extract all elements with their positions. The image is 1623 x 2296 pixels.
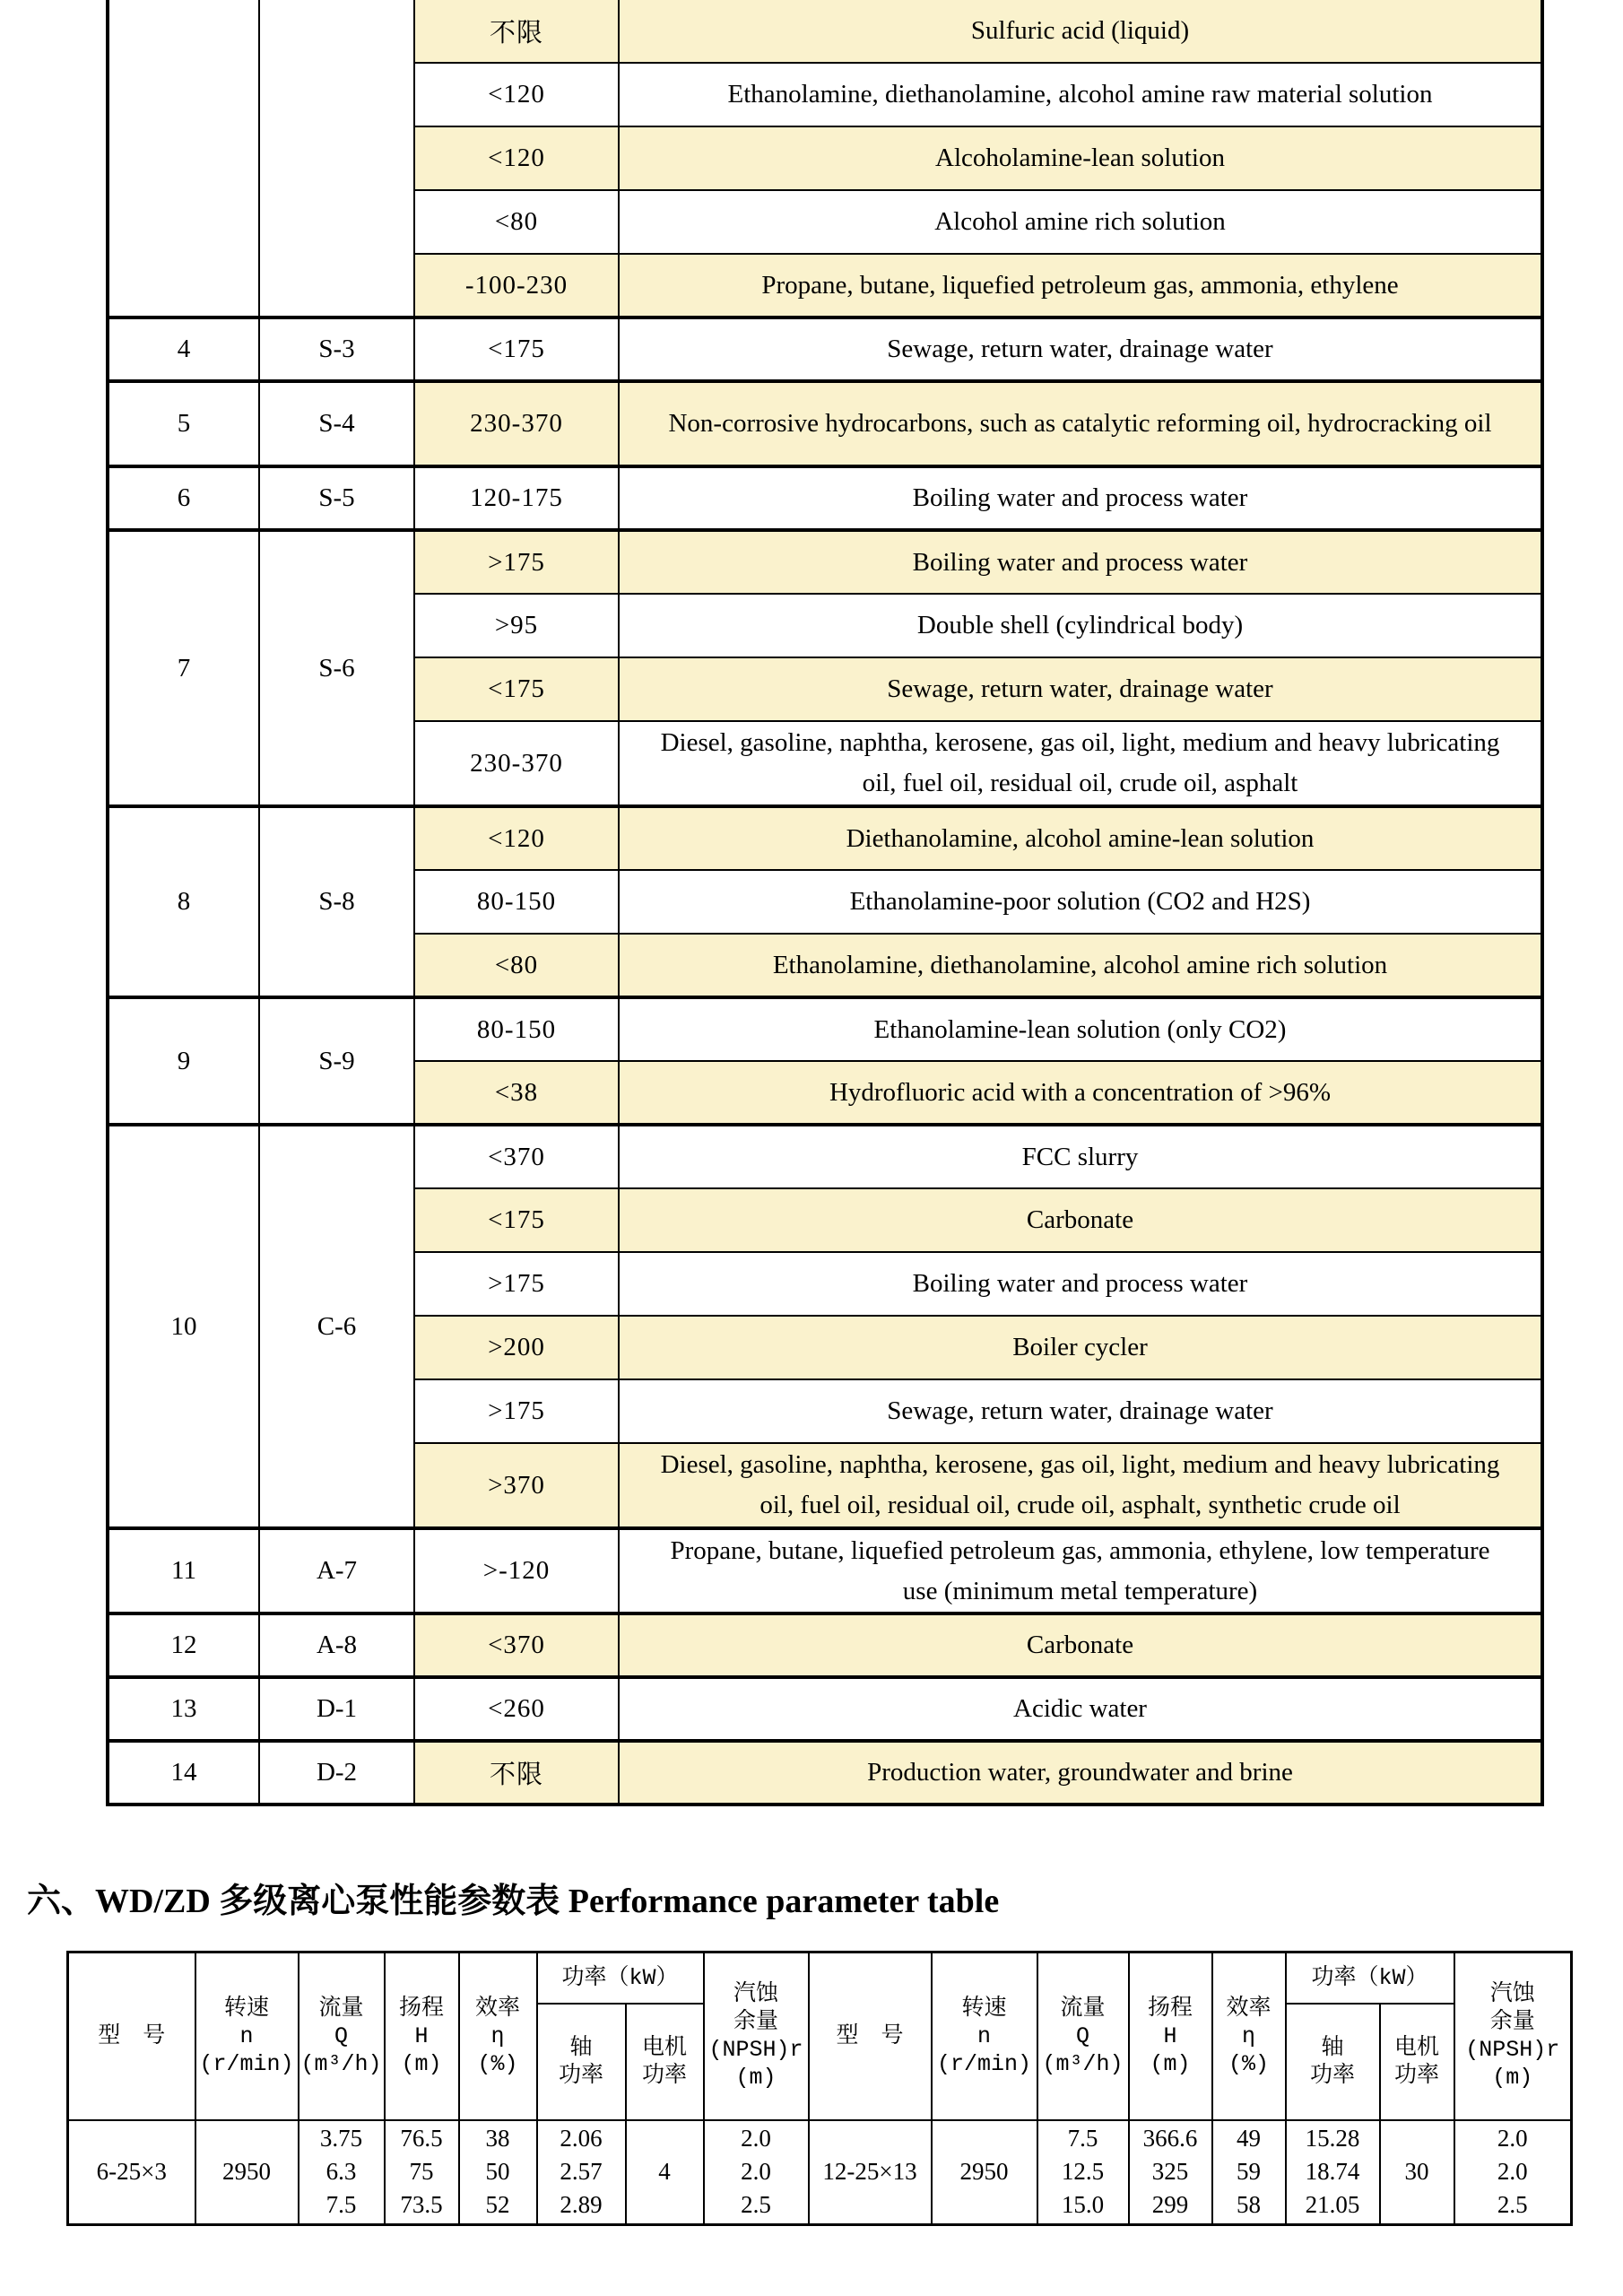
row-number-cell: 12	[108, 1613, 259, 1677]
row-number-cell: 9	[108, 997, 259, 1125]
header-head: 扬程 H (m)	[385, 1952, 459, 2120]
material-row	[108, 1677, 1542, 1741]
media-cell: Ethanolamine, diethanolamine, alcohol amine rich solution	[619, 934, 1542, 997]
header-power: 功率（kW）	[537, 1952, 704, 2004]
media-cell: Ethanolamine-lean solution (only CO2)	[619, 997, 1542, 1061]
temperature-cell: <80	[414, 190, 619, 254]
performance-row	[68, 2120, 1572, 2225]
media-cell: Boiling water and process water	[619, 1252, 1542, 1316]
temperature-cell: <175	[414, 657, 619, 721]
row-number-cell: 14	[108, 1741, 259, 1805]
media-cell: Boiling water and process water	[619, 466, 1542, 530]
material-row	[108, 1528, 1542, 1613]
material-code-cell: A-8	[259, 1613, 414, 1677]
material-row	[108, 0, 1542, 63]
media-cell: Hydrofluoric acid with a concentration of >96%	[619, 1061, 1542, 1125]
media-cell: Sewage, return water, drainage water	[619, 1379, 1542, 1443]
header-efficiency: 效率 η (%)	[459, 1952, 537, 2120]
media-cell: Double shell (cylindrical body)	[619, 594, 1542, 657]
temperature-cell: >200	[414, 1316, 619, 1379]
cell-efficiency: 38 50 52	[459, 2120, 537, 2225]
row-number-cell: 7	[108, 530, 259, 806]
media-cell: Sewage, return water, drainage water	[619, 317, 1542, 381]
temperature-cell: 80-150	[414, 870, 619, 934]
cell-motor-power: 4	[626, 2120, 704, 2225]
material-code-cell	[259, 0, 414, 317]
media-cell: Boiler cycler	[619, 1316, 1542, 1379]
temperature-cell: <120	[414, 126, 619, 190]
cell-npsh: 2.0 2.0 2.5	[1454, 2120, 1572, 2225]
header-shaft-power-right: 轴 功率	[1286, 2004, 1380, 2120]
cell-motor-power: 30	[1380, 2120, 1454, 2225]
temperature-cell: >95	[414, 594, 619, 657]
header-model-right: 型 号	[809, 1952, 932, 2120]
media-cell: Diesel, gasoline, naphtha, kerosene, gas oil, light, medium and heavy lubricating oil, fuel oil, residual oil, crude oil, asphalt, synthetic crude oil	[619, 1443, 1542, 1528]
media-cell: Non-corrosive hydrocarbons, such as catalytic reforming oil, hydrocracking oil	[619, 381, 1542, 466]
temperature-cell: 80-150	[414, 997, 619, 1061]
header-model: 型 号	[68, 1952, 195, 2120]
header-flow-right: 流量 Q (m³/h)	[1037, 1952, 1129, 2120]
row-number-cell: 11	[108, 1528, 259, 1613]
media-cell: Production water, groundwater and brine	[619, 1741, 1542, 1805]
media-cell: Carbonate	[619, 1188, 1542, 1252]
material-code-cell: S-5	[259, 466, 414, 530]
material-code-cell: S-9	[259, 997, 414, 1125]
cell-speed: 2950	[195, 2120, 299, 2225]
temperature-cell: 不限	[414, 0, 619, 63]
temperature-cell: 120-175	[414, 466, 619, 530]
material-code-cell: D-2	[259, 1741, 414, 1805]
temperature-cell: <260	[414, 1677, 619, 1741]
temperature-cell: <175	[414, 317, 619, 381]
temperature-cell: <120	[414, 806, 619, 870]
cell-model: 12-25×13	[809, 2120, 932, 2225]
temperature-cell: >175	[414, 1379, 619, 1443]
cell-head: 76.5 75 73.5	[385, 2120, 459, 2225]
temperature-cell: <120	[414, 63, 619, 126]
material-code-cell: S-8	[259, 806, 414, 997]
media-cell: Alcoholamine-lean solution	[619, 126, 1542, 190]
header-shaft-power: 轴 功率	[537, 2004, 626, 2120]
media-cell: FCC slurry	[619, 1125, 1542, 1188]
row-number-cell: 4	[108, 317, 259, 381]
section-title: 六、WD/ZD 多级离心泵性能参数表 Performance parameter table	[27, 1883, 1000, 1920]
header-motor-power-right: 电机 功率	[1380, 2004, 1454, 2120]
row-number-cell: 10	[108, 1125, 259, 1528]
row-number-cell	[108, 0, 259, 317]
temperature-cell: >370	[414, 1443, 619, 1528]
material-table	[106, 0, 1544, 1806]
row-number-cell: 5	[108, 381, 259, 466]
header-power-right: 功率（kW）	[1286, 1952, 1454, 2004]
temperature-cell: 230-370	[414, 381, 619, 466]
temperature-cell: >-120	[414, 1528, 619, 1613]
material-row	[108, 530, 1542, 594]
header-speed: 转速 n (r/min)	[195, 1952, 299, 2120]
temperature-cell: <38	[414, 1061, 619, 1125]
temperature-cell: >175	[414, 1252, 619, 1316]
row-number-cell: 8	[108, 806, 259, 997]
material-row	[108, 317, 1542, 381]
temperature-cell: >175	[414, 530, 619, 594]
media-cell: Propane, butane, liquefied petroleum gas, ammonia, ethylene, low temperature use (minimum metal temperature)	[619, 1528, 1542, 1613]
material-row	[108, 806, 1542, 870]
header-flow: 流量 Q (m³/h)	[299, 1952, 385, 2120]
media-cell: Diesel, gasoline, naphtha, kerosene, gas oil, light, medium and heavy lubricating oil, fuel oil, residual oil, crude oil, asphalt	[619, 721, 1542, 806]
material-row	[108, 1741, 1542, 1805]
media-cell: Ethanolamine, diethanolamine, alcohol amine raw material solution	[619, 63, 1542, 126]
media-cell: Ethanolamine-poor solution (CO2 and H2S)	[619, 870, 1542, 934]
temperature-cell: <175	[414, 1188, 619, 1252]
media-cell: Alcohol amine rich solution	[619, 190, 1542, 254]
material-code-cell: S-3	[259, 317, 414, 381]
header-npsh-right: 汽蚀 余量 (NPSH)r (m)	[1454, 1952, 1572, 2120]
cell-shaft-power: 2.06 2.57 2.89	[537, 2120, 626, 2225]
material-code-cell: S-4	[259, 381, 414, 466]
material-row	[108, 466, 1542, 530]
header-efficiency-right: 效率 η (%)	[1212, 1952, 1286, 2120]
temperature-cell: 230-370	[414, 721, 619, 806]
cell-shaft-power: 15.28 18.74 21.05	[1286, 2120, 1380, 2225]
cell-flow: 3.75 6.3 7.5	[299, 2120, 385, 2225]
material-row	[108, 997, 1542, 1061]
header-motor-power: 电机 功率	[626, 2004, 704, 2120]
temperature-cell: <80	[414, 934, 619, 997]
temperature-cell: 不限	[414, 1741, 619, 1805]
media-cell: Sulfuric acid (liquid)	[619, 0, 1542, 63]
material-code-cell: C-6	[259, 1125, 414, 1528]
media-cell: Propane, butane, liquefied petroleum gas, ammonia, ethylene	[619, 254, 1542, 317]
performance-table	[66, 1951, 1573, 2226]
material-code-cell: A-7	[259, 1528, 414, 1613]
row-number-cell: 6	[108, 466, 259, 530]
material-row	[108, 1613, 1542, 1677]
cell-head: 366.6 325 299	[1129, 2120, 1212, 2225]
header-head-right: 扬程 H (m)	[1129, 1952, 1212, 2120]
header-npsh: 汽蚀 余量 (NPSH)r (m)	[704, 1952, 809, 2120]
material-row	[108, 1125, 1542, 1188]
cell-speed: 2950	[932, 2120, 1037, 2225]
media-cell: Acidic water	[619, 1677, 1542, 1741]
material-code-cell: D-1	[259, 1677, 414, 1741]
media-cell: Carbonate	[619, 1613, 1542, 1677]
cell-efficiency: 49 59 58	[1212, 2120, 1286, 2225]
temperature-cell: <370	[414, 1613, 619, 1677]
cell-flow: 7.5 12.5 15.0	[1037, 2120, 1129, 2225]
temperature-cell: -100-230	[414, 254, 619, 317]
header-speed-right: 转速 n (r/min)	[932, 1952, 1037, 2120]
cell-npsh: 2.0 2.0 2.5	[704, 2120, 809, 2225]
material-row	[108, 381, 1542, 466]
row-number-cell: 13	[108, 1677, 259, 1741]
material-code-cell: S-6	[259, 530, 414, 806]
media-cell: Boiling water and process water	[619, 530, 1542, 594]
media-cell: Sewage, return water, drainage water	[619, 657, 1542, 721]
temperature-cell: <370	[414, 1125, 619, 1188]
media-cell: Diethanolamine, alcohol amine-lean solution	[619, 806, 1542, 870]
cell-model: 6-25×3	[68, 2120, 195, 2225]
